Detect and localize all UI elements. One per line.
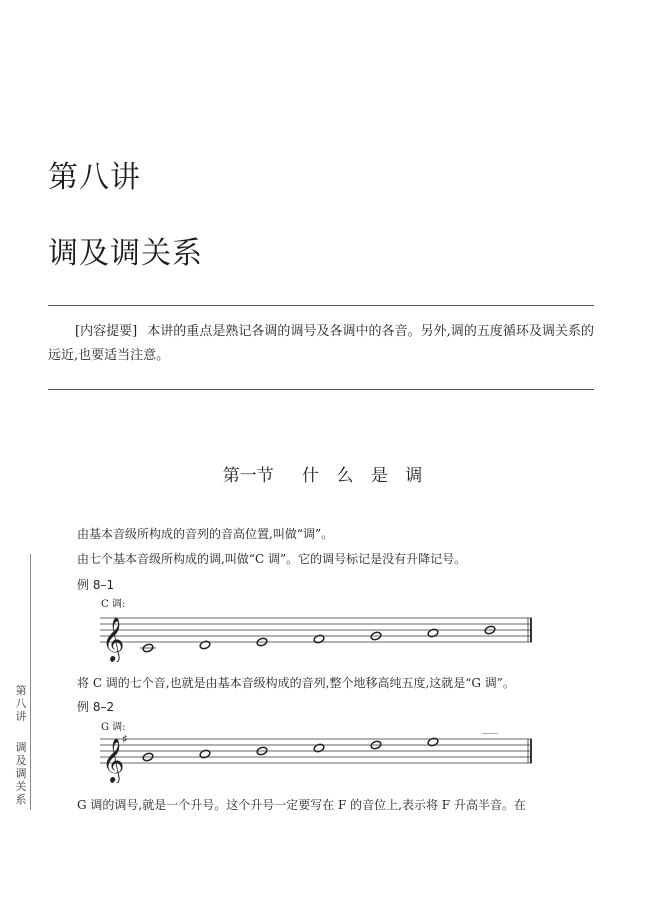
note-a <box>427 628 439 638</box>
paragraph-4: G 调的调号,就是一个升号。这个升号一定要写在 F 的音位上,表示将 F 升高半音。在 <box>77 798 526 812</box>
example-label-2: 例 8–2 <box>77 700 115 714</box>
sharp-icon: ♯ <box>122 733 128 746</box>
side-rule <box>30 554 31 810</box>
summary-top-rule <box>48 305 594 306</box>
section-char: 么 <box>336 466 354 486</box>
whole-note-icon <box>199 640 211 650</box>
key-label-c: C 调: <box>101 599 126 610</box>
side-char: 调 <box>15 741 27 754</box>
section-number: 第一节 <box>222 466 274 486</box>
note-f <box>313 634 325 644</box>
whole-note-icon <box>199 749 211 759</box>
section-char: 什 <box>302 466 319 486</box>
section-char: 调 <box>405 466 423 486</box>
treble-clef-icon: 𝄞 <box>102 738 125 782</box>
side-char: 系 <box>15 793 27 806</box>
side-char: 第 <box>15 684 27 697</box>
example-label-1: 例 8–1 <box>77 578 115 592</box>
whole-note-icon <box>313 634 325 644</box>
chapter-title: 调及调关系 <box>48 236 203 271</box>
side-char: 调 <box>15 767 27 780</box>
chapter-number: 第八讲 <box>48 160 141 195</box>
whole-note-icon <box>427 628 439 638</box>
note-e <box>427 737 439 747</box>
side-chapter-label <box>12 684 30 723</box>
summary-block <box>48 320 594 368</box>
section-title <box>0 461 645 486</box>
summary-bottom-rule <box>48 389 594 390</box>
section-char: 是 <box>370 466 388 486</box>
summary-label: [内容提要] <box>75 324 138 339</box>
summary-text: 本讲的重点是熟记各调的调号及各调中的各音。另外,调的五度循环及调关系的远近,也要适当注意。 <box>48 324 594 363</box>
staff-example-1 <box>100 612 540 662</box>
key-label-g: G 调: <box>101 722 126 733</box>
staff-example-2 <box>100 733 540 783</box>
side-char: 及 <box>15 754 27 767</box>
side-char: 八 <box>15 697 27 710</box>
paragraph-2: 由七个基本音级所构成的调,叫做“C 调”。它的调号标记是没有升降记号。 <box>77 552 467 566</box>
whole-note-icon <box>427 737 439 747</box>
side-char: 讲 <box>15 710 27 723</box>
treble-clef-icon: 𝄞 <box>102 617 125 661</box>
paragraph-1: 由基本音级所构成的音列的音高位置,叫做“调”。 <box>77 527 334 541</box>
note-d <box>199 640 211 650</box>
paragraph-3: 将 C 调的七个音,也就是由基本音级构成的音列,整个地移高纯五度,这就是“G 调”。 <box>77 676 515 690</box>
whole-note-icon <box>313 743 325 753</box>
note-a <box>199 749 211 759</box>
side-char: 关 <box>15 780 27 793</box>
side-title-label <box>12 741 30 806</box>
note-c <box>313 743 325 753</box>
